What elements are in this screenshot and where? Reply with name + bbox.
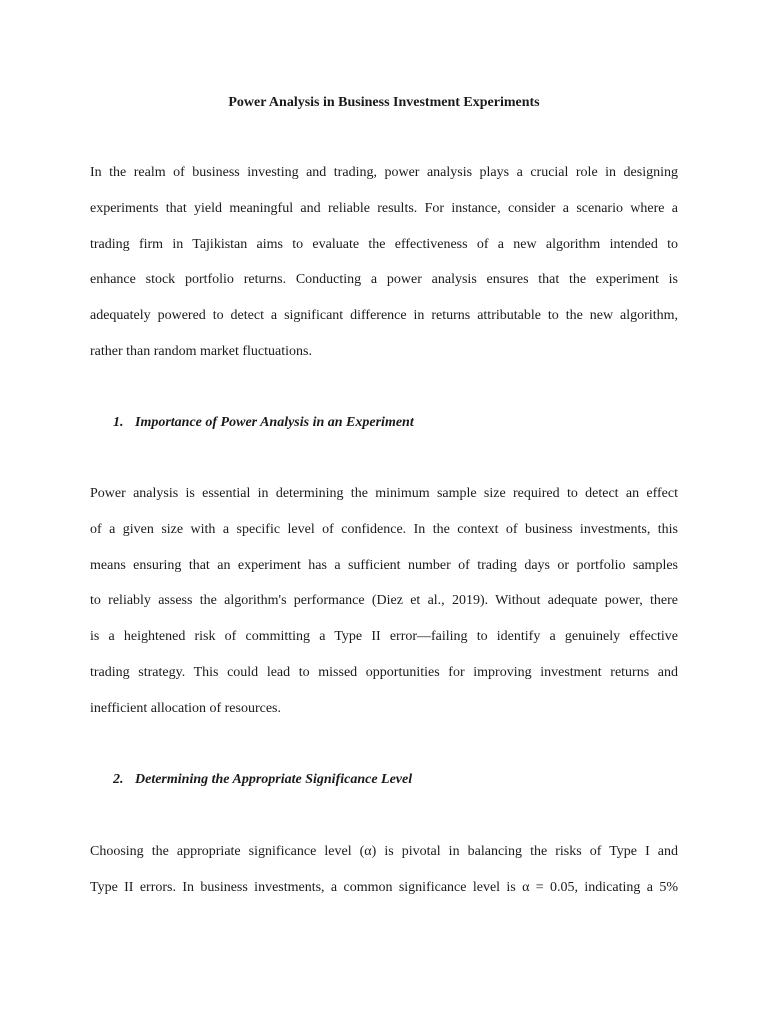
paragraph-line: to reliably assess the algorithm's performance (Diez et al., 2019). Without adequate power, there — [90, 593, 678, 609]
paragraph-line: rather than random market fluctuations. — [90, 343, 312, 359]
paragraph-line: inefficient allocation of resources. — [90, 700, 281, 716]
section-number: 1. — [113, 415, 124, 430]
paragraph-line: Choosing the appropriate significance level (α) is pivotal in balancing the risks of Type I and — [90, 844, 678, 859]
paragraph-line: experiments that yield meaningful and reliable results. For instance, consider a scenario where a — [90, 200, 678, 216]
intro-paragraph — [90, 155, 678, 370]
paragraph-line: adequately powered to detect a significant difference in returns attributable to the new algorithm, — [90, 308, 678, 324]
paragraph-line: trading firm in Tajikistan aims to evaluate the effectiveness of a new algorithm intended to — [90, 236, 678, 252]
section-heading-text: Determining the Appropriate Significance Level — [135, 772, 413, 787]
paragraph-line: In the realm of business investing and trading, power analysis plays a crucial role in designing — [90, 165, 678, 180]
section-1-paragraph — [90, 476, 678, 727]
paragraph-line: is a heightened risk of committing a Type II error—failing to identify a genuinely effective — [90, 629, 678, 645]
paragraph-line: of a given size with a specific level of confidence. In the context of business investments, this — [90, 521, 678, 537]
section-heading-2 — [113, 770, 412, 790]
section-heading-1 — [113, 413, 414, 433]
section-2-paragraph — [90, 834, 678, 906]
section-heading-text: Importance of Power Analysis in an Experiment — [135, 415, 414, 430]
paragraph-line: means ensuring that an experiment has a sufficient number of trading days or portfolio samples — [90, 557, 678, 573]
document-title: Power Analysis in Business Investment Experiments — [228, 95, 540, 110]
paragraph-line: trading strategy. This could lead to missed opportunities for improving investment returns and — [90, 664, 678, 680]
paragraph-line: Power analysis is essential in determining the minimum sample size required to detect an effect — [90, 486, 678, 501]
paragraph-line: enhance stock portfolio returns. Conducting a power analysis ensures that the experiment is — [90, 272, 678, 288]
paragraph-line: Type II errors. In business investments, a common significance level is α = 0.05, indicating a 5% — [90, 879, 678, 895]
section-number: 2. — [113, 772, 124, 787]
